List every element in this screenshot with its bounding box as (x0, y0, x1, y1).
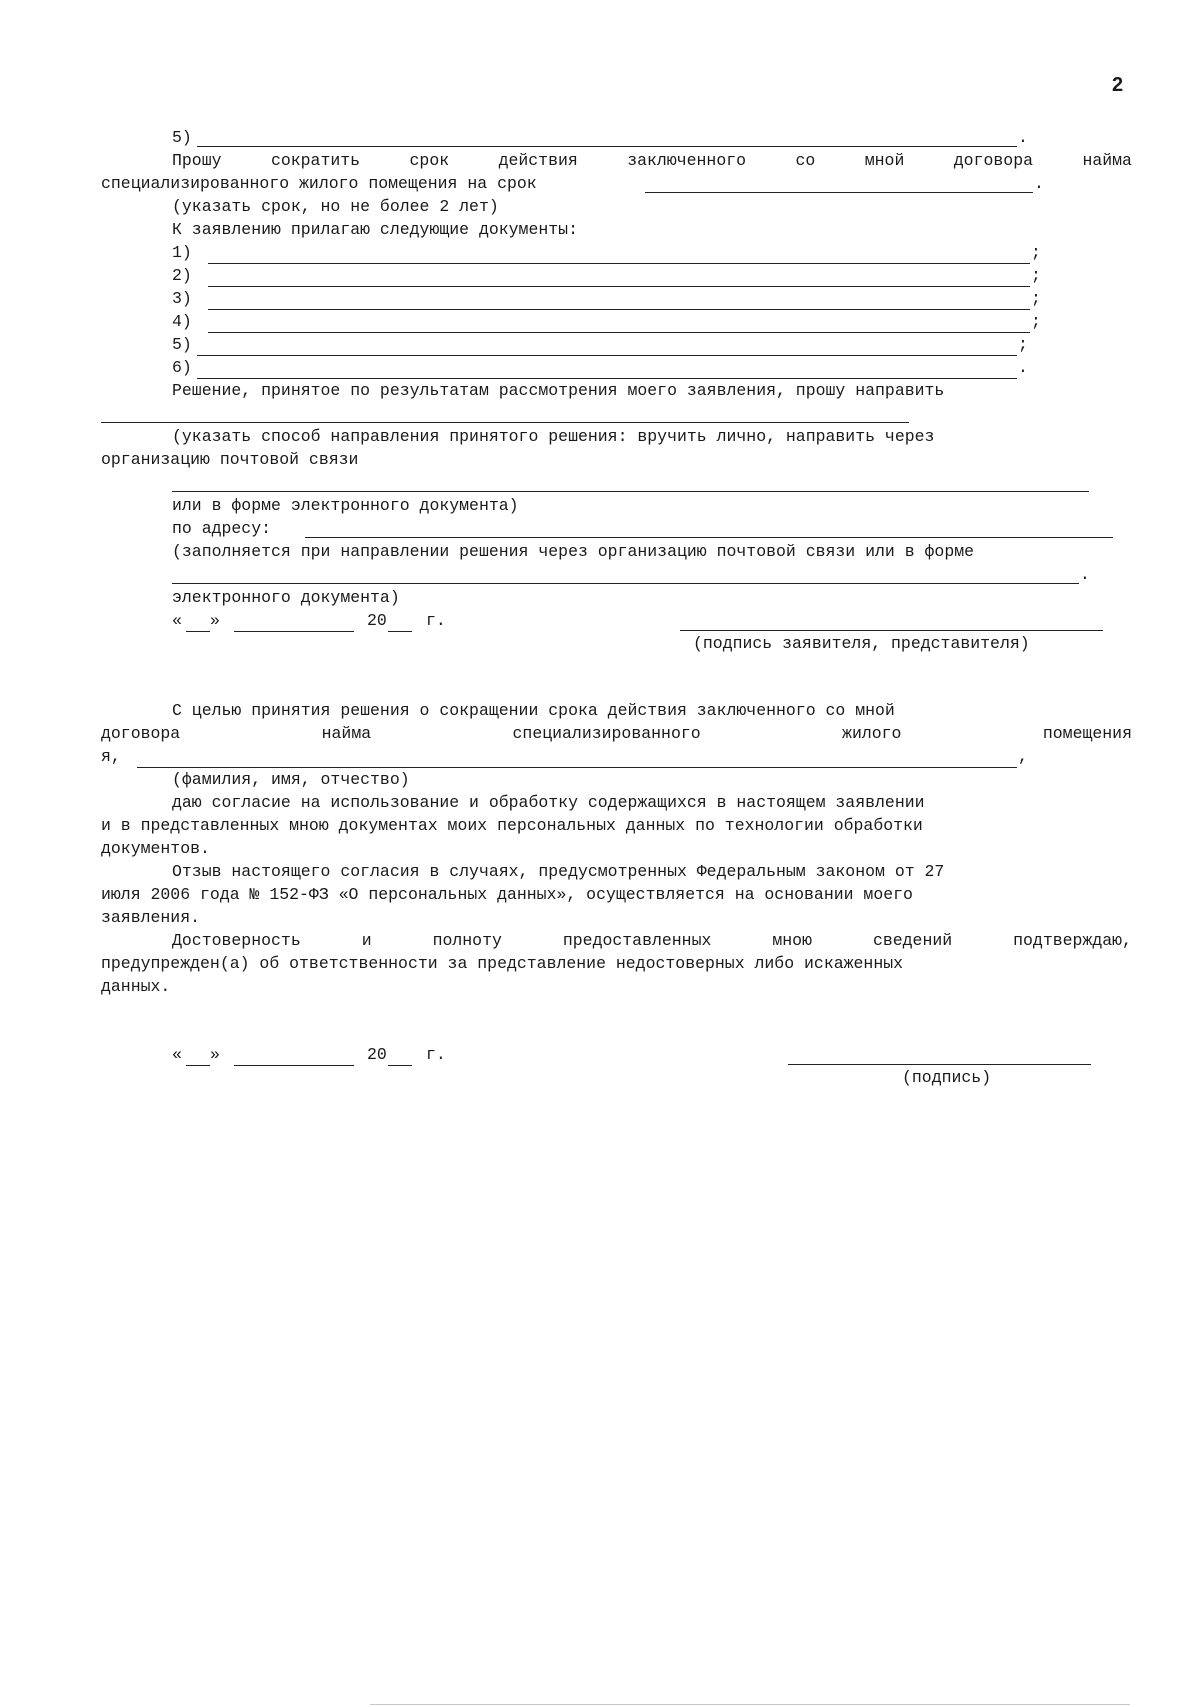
address-end: . (1080, 565, 1090, 584)
attachment-label: 5) (172, 335, 192, 354)
year-suffix-2: г. (426, 1045, 446, 1064)
attachment-blank[interactable] (208, 332, 1030, 333)
decision-text: Решение, принятое по результатам рассмотрения моего заявления, прошу направить (172, 381, 945, 400)
request-word: найма (1082, 151, 1132, 170)
attachment-end: ; (1031, 312, 1041, 331)
day-blank-2[interactable] (186, 1065, 210, 1066)
page-number: 2 (1112, 74, 1124, 96)
address-hint-2: электронного документа) (172, 588, 400, 607)
attachment-blank[interactable] (208, 309, 1030, 310)
attachment-label: 1) (172, 243, 192, 262)
consent-p3-line-3: данных. (101, 977, 171, 996)
consent-p3-line-1 (172, 931, 1132, 951)
attachment-end: ; (1031, 243, 1041, 262)
consent-word: договора (101, 724, 181, 743)
scan-edge-line (370, 1704, 1130, 1705)
signature-blank[interactable] (680, 630, 1103, 631)
request-word: со (795, 151, 816, 170)
consent-line-1: С целью принятия решения о сокращении срока действия заключенного со мной (172, 701, 895, 720)
address-label: по адресу: (172, 519, 272, 538)
consent-word: сведений (872, 931, 953, 950)
consent-word: мною (772, 931, 812, 950)
address-hint-1: (заполняется при направлении решения через организацию почтовой связи или в форме (172, 542, 975, 561)
request-word: заключенного (627, 151, 747, 170)
signature-blank-2[interactable] (788, 1064, 1091, 1065)
attachment-label: 6) (172, 358, 192, 377)
consent-p1-line-2: и в представленных мною документах моих персональных данных по технологии обработки (101, 816, 923, 835)
delivery-method-blank[interactable] (101, 422, 909, 423)
date-open-quote-2: « (172, 1045, 182, 1064)
year-prefix-2: 20 (367, 1045, 387, 1064)
date-close-quote-2: » (210, 1045, 220, 1064)
consent-p2-line-3: заявления. (101, 908, 201, 927)
full-name-hint: (фамилия, имя, отчество) (172, 770, 410, 789)
request-word: Прошу (172, 151, 222, 170)
date-close-quote: » (210, 611, 220, 630)
attachment-end: . (1018, 358, 1028, 377)
consent-p1-line-1: даю согласие на использование и обработку содержащихся в настоящем заявлении (172, 793, 925, 812)
consent-p2-line-1: Отзыв настоящего согласия в случаях, предусмотренных Федеральным законом от 27 (172, 862, 945, 881)
delivery-hint-2: организацию почтовой связи (101, 450, 359, 469)
address-blank[interactable] (305, 537, 1113, 538)
attachment-blank[interactable] (197, 355, 1017, 356)
term-blank[interactable] (645, 192, 1033, 193)
day-blank[interactable] (186, 631, 210, 632)
address-extra-blank[interactable] (172, 583, 1079, 584)
consent-word: специализированного (512, 724, 701, 743)
request-line-2: специализированного жилого помещения на срок (101, 174, 537, 193)
date-open-quote: « (172, 611, 182, 630)
delivery-hint-3: или в форме электронного документа) (172, 496, 519, 515)
consent-line-2 (101, 724, 1132, 744)
attachment-label: 4) (172, 312, 192, 331)
consent-word: и (361, 931, 372, 950)
name-end: , (1018, 747, 1028, 766)
delivery-hint-1: (указать способ направления принятого решения: вручить лично, направить через (172, 427, 935, 446)
request-word: действия (498, 151, 578, 170)
request-line-2-end: . (1034, 174, 1044, 193)
year-blank-2[interactable] (388, 1065, 412, 1066)
request-word: сократить (270, 151, 361, 170)
consent-p2-line-2: июля 2006 года № 152-ФЗ «О персональных данных», осуществляется на основании моего (101, 885, 913, 904)
item-5-blank[interactable] (197, 146, 1017, 147)
consent-p3-line-2: предупрежден(а) об ответственности за представление недостоверных либо искаженных (101, 954, 904, 973)
attachment-end: ; (1031, 266, 1041, 285)
consent-word: найма (321, 724, 372, 743)
year-blank[interactable] (388, 631, 412, 632)
consent-word: Достоверность (172, 931, 301, 950)
attachment-label: 2) (172, 266, 192, 285)
consent-p1-line-3: документов. (101, 839, 210, 858)
request-word: мной (864, 151, 905, 170)
delivery-extra-blank[interactable] (172, 491, 1089, 492)
request-word: договора (953, 151, 1033, 170)
attachment-blank[interactable] (208, 263, 1030, 264)
item-5-label: 5) (172, 128, 192, 147)
year-prefix: 20 (367, 611, 387, 630)
name-prefix: я, (101, 747, 121, 766)
request-word: срок (409, 151, 450, 170)
full-name-blank[interactable] (137, 767, 1017, 768)
consent-word: полноту (432, 931, 502, 950)
request-line-1 (172, 151, 1132, 171)
term-hint: (указать срок, но не более 2 лет) (172, 197, 499, 216)
attachment-end: ; (1018, 335, 1028, 354)
month-blank[interactable] (234, 631, 354, 632)
signature-caption-2: (подпись) (902, 1068, 992, 1087)
attachment-label: 3) (172, 289, 192, 308)
consent-word: подтверждаю, (1013, 931, 1132, 950)
year-suffix: г. (426, 611, 446, 630)
item-5-end: . (1018, 128, 1028, 147)
consent-word: помещения (1042, 724, 1132, 743)
consent-word: жилого (842, 724, 902, 743)
consent-word: предоставленных (562, 931, 712, 950)
attachment-end: ; (1031, 289, 1041, 308)
signature-caption: (подпись заявителя, представителя) (693, 634, 1030, 653)
attachments-heading: К заявлению прилагаю следующие документы: (172, 220, 578, 239)
month-blank-2[interactable] (234, 1065, 354, 1066)
attachment-blank[interactable] (208, 286, 1030, 287)
attachment-blank[interactable] (197, 378, 1017, 379)
